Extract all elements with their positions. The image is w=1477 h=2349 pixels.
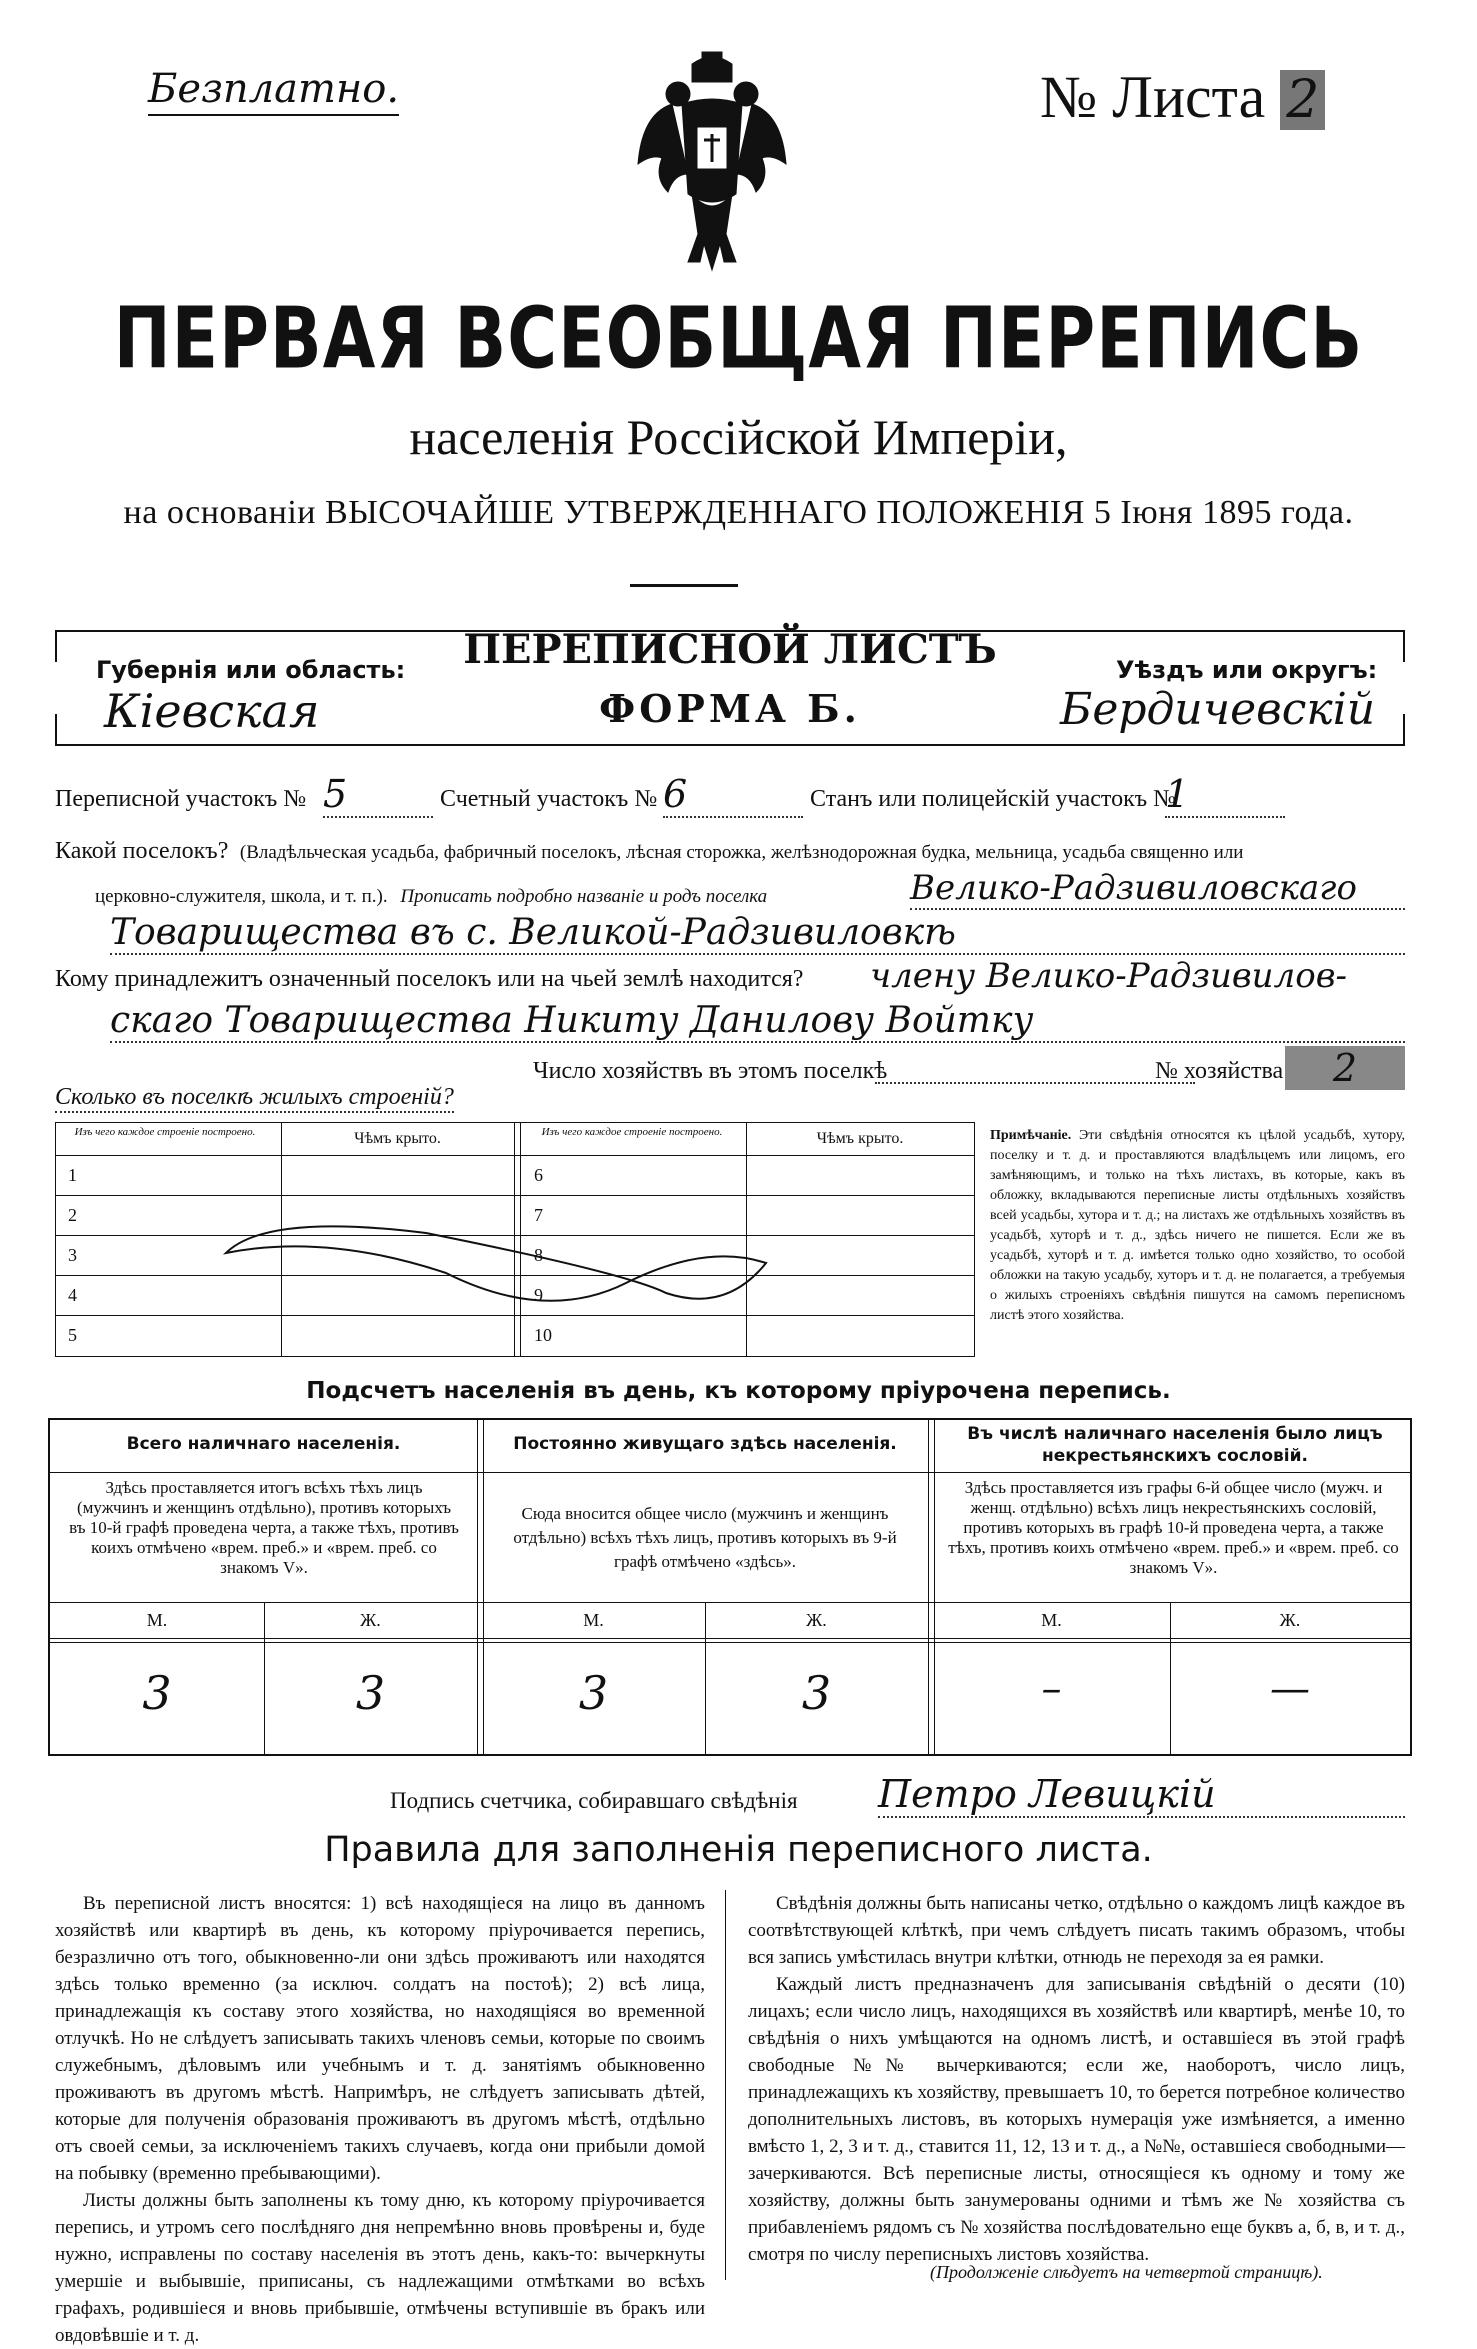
household-no-value: 2: [1285, 1046, 1405, 1090]
pop-value-zh-total: 3: [355, 1666, 386, 1720]
pop-zh-label-2: Ж.: [806, 1610, 827, 1630]
table-row-1: 1 6: [56, 1155, 974, 1196]
rules-right-column: [748, 1890, 1405, 2268]
pop-value-m-permanent: 3: [578, 1666, 609, 1720]
rules-right-p1: Свѣдѣнія должны быть написаны четко, отдѣльно о каждомъ лицѣ каждое въ соотвѣтствующей клѣткѣ, при чемъ слѣдуетъ писать такимъ образомъ, чтобы вся запись умѣстилась внутри клѣтки, отнюдь не переходя за ея рамки.: [748, 1893, 1405, 1968]
note-block: [990, 1126, 1405, 1326]
uchastok-label: Переписной участокъ №: [55, 786, 307, 812]
poselok-q: Какой поселокъ?: [55, 838, 229, 864]
signature-line: [390, 1772, 1405, 1822]
pop-value-m-nonpeasant: –: [1041, 1666, 1062, 1712]
owner-value-1: члену Велико-Радзивилов-: [870, 956, 1347, 996]
uezd-value: Бердичевскій: [1060, 684, 1376, 735]
list-title: ПЕРЕПИСНОЙ ЛИСТЪ: [463, 626, 997, 673]
census-basis: на основаніи ВЫСОЧАЙШЕ УТВЕРЖДЕННАГО ПОЛОЖЕНІЯ 5 Іюня 1895 года.: [123, 494, 1354, 531]
schetny-value: 6: [663, 772, 803, 818]
table-row-2: 2 7: [56, 1195, 974, 1236]
gubernia-value: Кіевская: [104, 684, 320, 738]
pop-m-label-2: М.: [583, 1610, 604, 1630]
col-material-left: Изъ чего каждое строеніе построено.: [74, 1126, 256, 1138]
strike-through-scribble: [56, 1123, 974, 1356]
pop-zh-label-1: Ж.: [360, 1610, 381, 1630]
pop-value-m-total: 3: [142, 1666, 172, 1720]
households-label: Число хозяйствъ въ этомъ поселкѣ: [533, 1058, 888, 1084]
households-value-line: [875, 1082, 1195, 1084]
pop-col3-title: Въ числѣ наличнаго населенія было лицъ некрестьянскихъ сословій.: [967, 1424, 1383, 1466]
pop-col2-desc: Сюда вносится общее число (мужчинъ и женщинъ отдѣльно) всѣхъ тѣхъ лицъ, противъ которыхъ въ 9-й графѣ отмѣчено «здѣсь».: [513, 1504, 897, 1571]
poselok-instr: Прописать подробно названіе и родъ поселка: [400, 886, 768, 907]
stan-value: 1: [1165, 772, 1285, 818]
form-name: ФОРМА Б.: [599, 686, 861, 731]
rules-continued: (Продолженіе слѣдуетъ на четвертой страницѣ).: [930, 2262, 1323, 2282]
col-roof-right: Чѣмъ крыто.: [816, 1130, 904, 1147]
table-row-3: 3 8: [56, 1235, 974, 1276]
poselok-question: [55, 838, 1405, 865]
population-table: [48, 1418, 1412, 1756]
household-no-label: № хозяйства: [1155, 1058, 1284, 1084]
double-headed-eagle-emblem: [632, 44, 792, 274]
buildings-question: Сколько въ поселкѣ жилыхъ строеній?: [55, 1084, 454, 1113]
sheet-number: [1040, 62, 1325, 135]
rules-right-p2: Каждый листъ предназначенъ для записыванія свѣдѣній о десяти (10) лицахъ; если число лицъ, находящихся въ хозяйствѣ или квартирѣ, менѣе 10, то свѣдѣнія о нихъ умѣщаются на одномъ листѣ, и оставшіеся въ этой графѣ свободные №№ вычеркиваются; если же, наоборотъ, число лицъ, принадлежащихъ къ хозяйству, превышаетъ 10, то берется потребное количество дополнительныхъ листовъ, въ которыхъ нумерація уже измѣняется, а именно вмѣсто 1, 2, 3 и т. д., ставится 11, 12, 13 и т. д., а №№, оставшіеся свободными—зачеркиваются. Всѣ переписные листы, относящіеся къ одному и тому же хозяйству, должны быть занумерованы одними и тѣмъ же № хозяйства съ прибавленіемъ рядомъ съ № хозяйства послѣдовательно еще буквъ а, б, в, и т. д., смотря по числу переписныхъ листовъ хозяйства.: [748, 1974, 1405, 2265]
poselok-value-1: Велико-Радзивиловскаго: [910, 868, 1405, 910]
table-row-5: 5 10: [68, 1325, 552, 1345]
gubernia-label: Губернія или область:: [96, 656, 406, 684]
census-title: ПЕРВАЯ ВСЕОБЩАЯ ПЕРЕПИСЬ: [113, 290, 1364, 389]
signature-value: Петро Левицкій: [878, 1772, 1405, 1818]
rules-column-divider: [725, 1890, 726, 2280]
pop-m-label-1: М.: [146, 1610, 168, 1630]
pop-col2-title: Постоянно живущаго здѣсь населенія.: [513, 1434, 897, 1454]
pop-value-zh-nonpeasant: —: [1270, 1666, 1310, 1712]
stan-label: Станъ или полицейскій участокъ №: [810, 786, 1177, 812]
col-roof-left: Чѣмъ крыто.: [354, 1130, 441, 1147]
sheet-number-label: № Листа: [1040, 64, 1266, 130]
pop-value-zh-permanent: 3: [801, 1666, 832, 1720]
rules-left-column: [55, 1890, 705, 2349]
pop-col1-desc: Здѣсь проставляется итогъ всѣхъ тѣхъ лицъ (мужчинъ и женщинъ отдѣльно), противъ которыхъ въ 10-й графѣ проведена черта, а также тѣхъ, противъ коихъ отмѣчено «врем. преб.» и «врем. преб. со знакомъ V».: [69, 1478, 459, 1577]
note-text: Эти свѣдѣнія относятся къ цѣлой усадьбѣ, хутору, поселку и т. д. и проставляются владѣльцемъ или лицомъ, его замѣняющимъ, и только на тѣхъ листахъ, въ которые, какъ въ обложку, вкладываются переписные листы отдѣльныхъ хозяйствъ всей усадьбы, хутора и т. д.; на листахъ же отдѣльныхъ хозяйствъ въ усадьбѣ, хуторѣ и т. д., здѣсь ничего не пишется. Если же въ усадьбѣ, хуторѣ и т. д. имѣется только одно хозяйство, то особой обложки на такую усадьбу, хуторъ и т. д. не полагается, а требуемыя о жилыхъ строеніяхъ свѣдѣнія пишутся на самомъ переписномъ листѣ этого хозяйства.: [990, 1128, 1406, 1323]
poselok-hint-2: церковно-служителя, школа, и т. п.).: [95, 886, 388, 907]
pop-zh-label-3: Ж.: [1279, 1610, 1301, 1630]
census-subtitle: населенія Россійской Имперіи,: [409, 409, 1068, 465]
population-heading: Подсчетъ населенія въ день, къ которому пріурочена перепись.: [306, 1378, 1171, 1404]
table-row-4: 4 9: [56, 1275, 974, 1316]
buildings-table: [55, 1122, 975, 1357]
poselok-value-2: Товарищества въ с. Великой-Радзивиловкѣ: [110, 912, 1405, 955]
owner-value-2: скаго Товарищества Никиту Данилову Войтку: [110, 1000, 1405, 1043]
poselok-hint-1: (Владѣльческая усадьба, фабричный поселокъ, лѣсная сторожка, желѣзнодорожная будка, мельница, усадьба священно или: [239, 842, 1244, 863]
sheet-number-value: 2: [1280, 70, 1325, 130]
uchastok-value: 5: [323, 772, 433, 818]
owner-question: Кому принадлежитъ означенный поселокъ или на чьей землѣ находится?: [55, 966, 804, 992]
poselok-hint-line: [95, 886, 767, 908]
schetny-label: Счетный участокъ №: [440, 786, 658, 812]
free-stamp: Безплатно.: [148, 66, 399, 116]
rules-left-p1: Въ переписной листъ вносятся: 1) всѣ находящіеся на лицо въ данномъ хозяйствѣ или квартирѣ въ день, къ которому пріурочивается перепись, безразлично отъ того, обыкновенно-ли они здѣсь проживаютъ или находятся здѣсь только временно (за исключ. солдатъ на постоѣ); 2) всѣ лица, принадлежащія къ составу этого хозяйства, но находящіяся во временной отлучкѣ. Но не слѣдуетъ записывать такихъ членовъ семьи, которые по своимъ служебнымъ, дѣловымъ или учебнымъ и т. д. занятіямъ обыкновенно проживаютъ въ другомъ мѣстѣ. Напримѣръ, не слѣдуетъ записывать дѣтей, которые для полученія образованія проживаютъ въ другомъ мѣстѣ, отдѣльно отъ своей семьи, за исключеніемъ такихъ случаевъ, когда они прибыли домой на побывку (временно пребывающими).: [55, 1893, 705, 2184]
pop-m-label-3: М.: [1041, 1610, 1062, 1630]
note-title: Примѣчаніе.: [990, 1128, 1072, 1143]
signature-label: Подпись счетчика, собиравшаго свѣдѣнія: [390, 1788, 798, 1813]
pop-col3-desc: Здѣсь проставляется изъ графы 6-й общее число (мужч. и женщ. отдѣльно) всѣхъ лицъ некрестьянскихъ сословій, противъ которыхъ въ графѣ 10-й проведена черта, а также тѣхъ, противъ коихъ отмѣчено «врем. преб.» и «врем. преб. со знакомъ V».: [948, 1478, 1399, 1577]
location-line-1: [55, 772, 1405, 820]
col-material-right: Изъ чего каждое строеніе построено.: [541, 1126, 723, 1138]
rules-heading: Правила для заполненія переписного листа.: [324, 1830, 1153, 1870]
pop-col1-title: Всего наличнаго населенія.: [126, 1434, 401, 1454]
uezd-label: Уѣздъ или округъ:: [1116, 656, 1378, 684]
divider-short: [630, 584, 738, 587]
rules-left-p2: Листы должны быть заполнены къ тому дню, къ которому пріурочивается перепись, и утромъ сего послѣдняго дня непремѣнно вновь провѣрены и, буде нужно, исправлены по составу населенія въ этотъ день, какъ-то: вычеркнуты умершіе и выбывшіе, приписаны, съ надлежащими отмѣтками во всѣхъ графахъ, родившіеся и вновь прибывшіе, отмѣчены вступившіе въ бракъ или овдовѣвшіе и т. д.: [55, 2190, 705, 2346]
